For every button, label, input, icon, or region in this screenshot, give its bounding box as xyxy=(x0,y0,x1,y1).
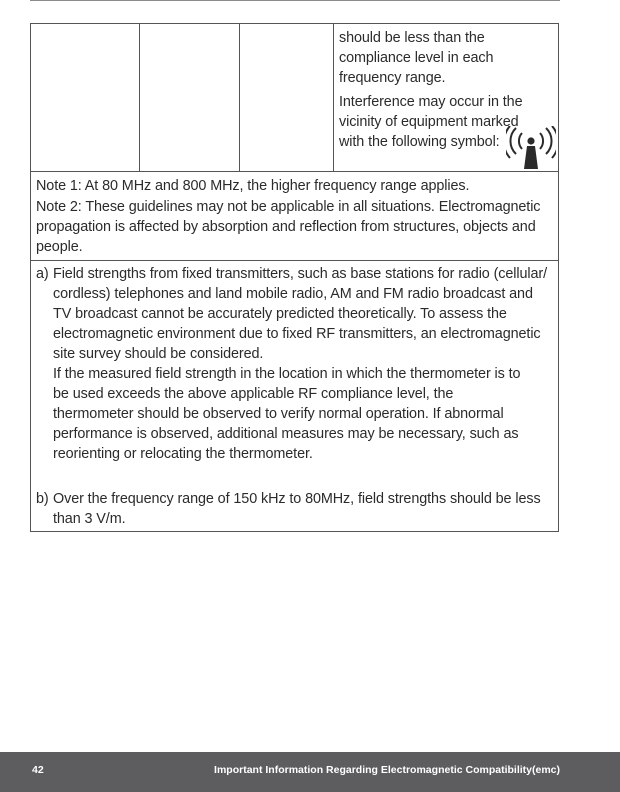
column-divider xyxy=(239,24,240,171)
footnote-b-text: Over the frequency range of 150 kHz to 80MHz, field strengths should be less than 3 V/m. xyxy=(53,491,541,527)
top-rule xyxy=(30,0,560,1)
interference-text: Interference may occur in the vicinity of equipment marked with the following symbol: xyxy=(339,94,523,150)
note-2: Note 2: These guidelines may not be applicable in all situations. Electromagnetic propagation is affected by absorption and reflection from structures, objects and people. xyxy=(36,199,541,255)
footnote-a-text: Field strengths from fixed transmitters, such as base stations for radio (cellular/ cordless) telephones and land mobile radio, AM and FM radio broadcast and TV broadcast cannot be accurately predicted theoretically. To assess the electromagnetic environment due to fixed RF transmitters, an electromagnetic site survey should be considered. xyxy=(53,266,547,362)
footer-title: Important Information Regarding Electromagnetic Compatibility(emc) xyxy=(214,764,560,776)
column-divider xyxy=(139,24,140,171)
footnotes-row xyxy=(30,260,559,532)
column-divider xyxy=(333,24,334,171)
compliance-text: should be less than the compliance level in each frequency range. xyxy=(339,30,494,86)
footnote-a-marker: a) xyxy=(36,266,49,282)
footnote-a-text-2: If the measured field strength in the location in which the thermometer is to be used exceeds the above applicable RF compliance level, the thermometer should be observed to verify normal operation. If abnormal performance is observed, additional measures may be necessary, such as reorienting or relocating the thermometer. xyxy=(53,366,521,462)
page-number: 42 xyxy=(32,764,44,776)
non-ionizing-radiation-icon xyxy=(506,126,556,170)
table-row-1 xyxy=(30,23,559,172)
note-1: Note 1: At 80 MHz and 800 MHz, the higher frequency range applies. xyxy=(36,178,470,194)
notes-row xyxy=(30,171,559,261)
footnote-b xyxy=(36,489,552,529)
page-footer xyxy=(0,752,620,792)
footnote-a xyxy=(36,264,552,464)
footnote-b-marker: b) xyxy=(36,491,49,507)
